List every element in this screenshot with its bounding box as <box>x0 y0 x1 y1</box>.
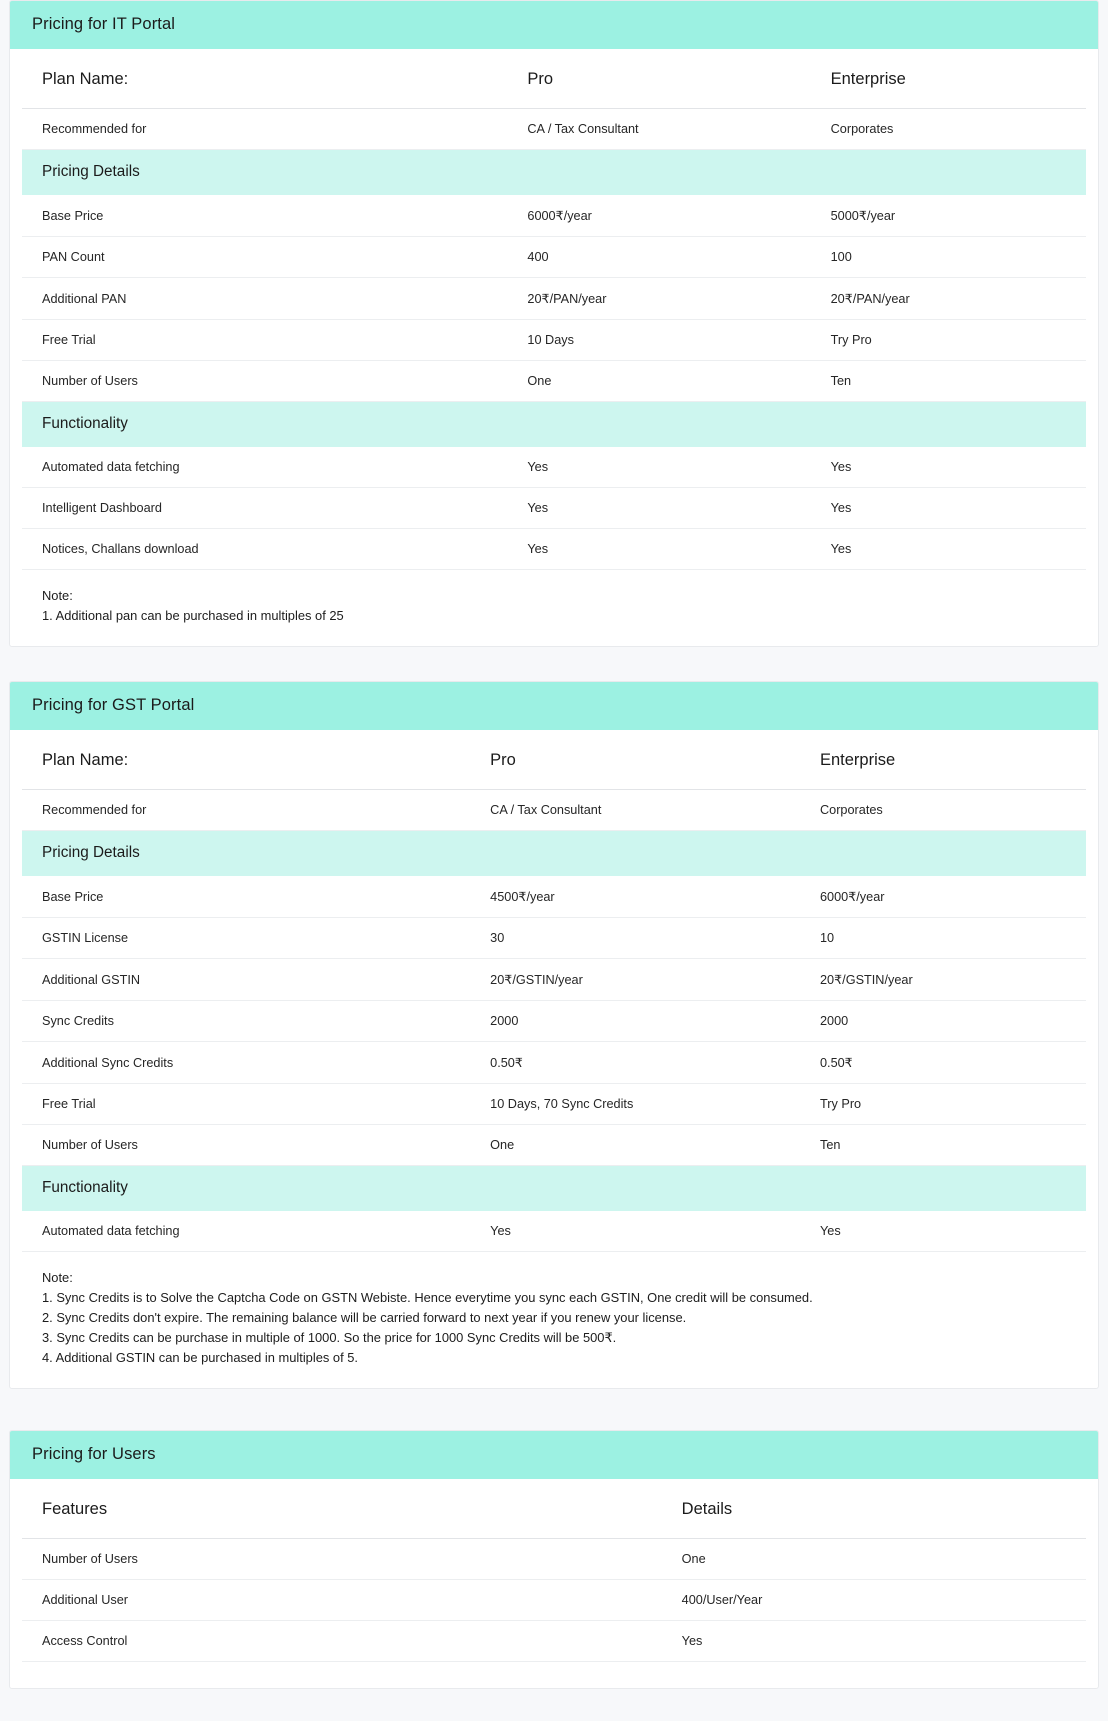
row-value-enterprise: 2000 <box>820 1001 1086 1042</box>
row-value-pro: One <box>490 1125 820 1166</box>
row-value-enterprise: Ten <box>831 361 1086 402</box>
users-pricing-card <box>9 1430 1099 1689</box>
row-label: Free Trial <box>22 1084 490 1125</box>
row-value-pro: 20₹/GSTIN/year <box>490 959 820 1001</box>
row-label: Automated data fetching <box>22 447 527 488</box>
table-row <box>22 876 1086 918</box>
it-portal-card-body <box>10 49 1098 646</box>
row-value-pro: Yes <box>527 447 830 488</box>
row-value-details: One <box>682 1539 1086 1580</box>
row-label: Recommended for <box>22 109 527 150</box>
row-value-enterprise: Try Pro <box>831 320 1086 361</box>
row-label: Number of Users <box>22 361 527 402</box>
note-item: 1. Sync Credits is to Solve the Captcha Code on GSTN Webiste. Hence everytime you sync each GSTIN, One credit will be consumed. <box>42 1290 813 1305</box>
gst-portal-pricing-table <box>22 730 1086 1252</box>
section-header-functionality <box>22 1166 1086 1212</box>
row-value-enterprise: 6000₹/year <box>820 876 1086 918</box>
table-row <box>22 1580 1086 1621</box>
section-spacer <box>0 647 1108 681</box>
table-header-row <box>22 1479 1086 1539</box>
table-row <box>22 1211 1086 1252</box>
row-value-enterprise: 20₹/GSTIN/year <box>820 959 1086 1001</box>
table-row <box>22 1042 1086 1084</box>
section-title: Pricing Details <box>22 150 1086 196</box>
gst-portal-card-title: Pricing for GST Portal <box>10 682 1098 730</box>
users-card-body <box>10 1479 1098 1688</box>
it-portal-notes <box>22 570 1086 646</box>
column-header-plan-name: Plan Name: <box>22 49 527 109</box>
column-header-enterprise: Enterprise <box>820 730 1086 790</box>
row-label: Access Control <box>22 1621 682 1662</box>
row-label: Number of Users <box>22 1539 682 1580</box>
row-value-pro: 20₹/PAN/year <box>527 278 830 320</box>
row-value-pro: Yes <box>490 1211 820 1252</box>
row-label: Additional Sync Credits <box>22 1042 490 1084</box>
row-value-enterprise: Corporates <box>831 109 1086 150</box>
column-header-details: Details <box>682 1479 1086 1539</box>
column-header-pro: Pro <box>527 49 830 109</box>
row-label: Free Trial <box>22 320 527 361</box>
gst-portal-notes <box>22 1252 1086 1388</box>
row-value-enterprise: 0.50₹ <box>820 1042 1086 1084</box>
table-row <box>22 1539 1086 1580</box>
row-value-pro: CA / Tax Consultant <box>527 109 830 150</box>
row-value-enterprise: Try Pro <box>820 1084 1086 1125</box>
it-portal-card-title: Pricing for IT Portal <box>10 1 1098 49</box>
row-value-pro: CA / Tax Consultant <box>490 790 820 831</box>
row-value-pro: 2000 <box>490 1001 820 1042</box>
section-header-pricing-details <box>22 150 1086 196</box>
row-label: Number of Users <box>22 1125 490 1166</box>
row-label: Additional PAN <box>22 278 527 320</box>
row-value-enterprise: Corporates <box>820 790 1086 831</box>
note-item: 2. Sync Credits don't expire. The remaining balance will be carried forward to next year if you renew your license. <box>42 1310 687 1325</box>
section-title: Functionality <box>22 1166 1086 1212</box>
table-row <box>22 278 1086 320</box>
row-value-pro: Yes <box>527 529 830 570</box>
row-value-enterprise: 5000₹/year <box>831 195 1086 237</box>
table-row <box>22 237 1086 278</box>
section-header-functionality <box>22 402 1086 448</box>
column-header-plan-name: Plan Name: <box>22 730 490 790</box>
table-row <box>22 361 1086 402</box>
row-value-enterprise: 20₹/PAN/year <box>831 278 1086 320</box>
row-value-enterprise: Yes <box>831 488 1086 529</box>
row-value-pro: 10 Days, 70 Sync Credits <box>490 1084 820 1125</box>
note-item: 3. Sync Credits can be purchase in multiple of 1000. So the price for 1000 Sync Credits will be 500₹. <box>42 1330 617 1345</box>
table-row <box>22 488 1086 529</box>
row-value-pro: 400 <box>527 237 830 278</box>
users-card-title: Pricing for Users <box>10 1431 1098 1479</box>
section-title: Functionality <box>22 402 1086 448</box>
row-label: Sync Credits <box>22 1001 490 1042</box>
table-row <box>22 1125 1086 1166</box>
row-label: Base Price <box>22 876 490 918</box>
table-header-row <box>22 49 1086 109</box>
table-row <box>22 195 1086 237</box>
row-value-details: Yes <box>682 1621 1086 1662</box>
section-title: Pricing Details <box>22 831 1086 877</box>
row-value-enterprise: Yes <box>831 529 1086 570</box>
table-row <box>22 959 1086 1001</box>
row-value-enterprise: 10 <box>820 918 1086 959</box>
gst-portal-pricing-card <box>9 681 1099 1389</box>
row-label: Base Price <box>22 195 527 237</box>
gst-portal-card-body <box>10 730 1098 1388</box>
row-value-pro: 4500₹/year <box>490 876 820 918</box>
users-card-footer-spacer <box>22 1662 1086 1688</box>
table-row <box>22 790 1086 831</box>
row-value-enterprise: Yes <box>820 1211 1086 1252</box>
row-value-enterprise: Yes <box>831 447 1086 488</box>
row-label: Recommended for <box>22 790 490 831</box>
row-label: Intelligent Dashboard <box>22 488 527 529</box>
table-header-row <box>22 730 1086 790</box>
users-pricing-table <box>22 1479 1086 1662</box>
column-header-features: Features <box>22 1479 682 1539</box>
section-header-pricing-details <box>22 831 1086 877</box>
table-row <box>22 320 1086 361</box>
note-item: 1. Additional pan can be purchased in multiples of 25 <box>42 608 344 623</box>
column-header-pro: Pro <box>490 730 820 790</box>
row-value-enterprise: 100 <box>831 237 1086 278</box>
table-row <box>22 1621 1086 1662</box>
row-value-enterprise: Ten <box>820 1125 1086 1166</box>
row-value-pro: 6000₹/year <box>527 195 830 237</box>
notes-title: Note: <box>42 588 73 603</box>
table-row <box>22 447 1086 488</box>
row-label: Additional User <box>22 1580 682 1621</box>
notes-title: Note: <box>42 1270 73 1285</box>
row-label: PAN Count <box>22 237 527 278</box>
it-portal-pricing-table <box>22 49 1086 570</box>
table-row <box>22 1084 1086 1125</box>
row-value-details: 400/User/Year <box>682 1580 1086 1621</box>
section-spacer <box>0 1389 1108 1430</box>
column-header-enterprise: Enterprise <box>831 49 1086 109</box>
row-label: Automated data fetching <box>22 1211 490 1252</box>
row-value-pro: 10 Days <box>527 320 830 361</box>
note-item: 4. Additional GSTIN can be purchased in multiples of 5. <box>42 1350 358 1365</box>
row-value-pro: One <box>527 361 830 402</box>
row-value-pro: 30 <box>490 918 820 959</box>
table-row <box>22 109 1086 150</box>
table-row <box>22 529 1086 570</box>
row-label: Additional GSTIN <box>22 959 490 1001</box>
row-value-pro: Yes <box>527 488 830 529</box>
row-label: Notices, Challans download <box>22 529 527 570</box>
row-label: GSTIN License <box>22 918 490 959</box>
it-portal-pricing-card <box>9 0 1099 647</box>
row-value-pro: 0.50₹ <box>490 1042 820 1084</box>
table-row <box>22 1001 1086 1042</box>
table-row <box>22 918 1086 959</box>
